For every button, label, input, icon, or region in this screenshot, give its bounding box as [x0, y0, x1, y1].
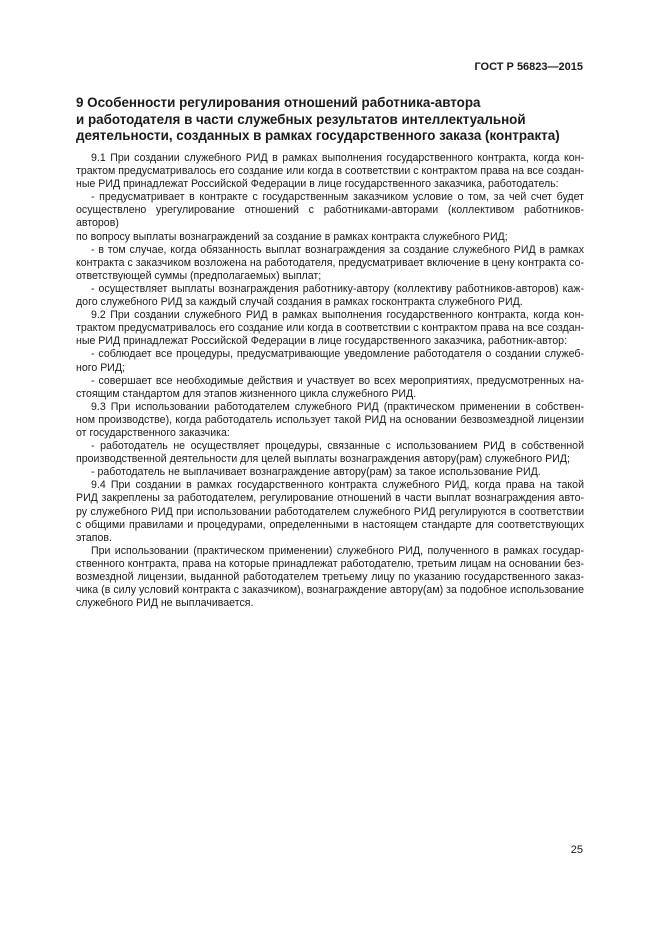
text-line: от государственного заказчика: — [76, 426, 230, 439]
text-line: трактом предусматривалось его создание или когда в соответствии с контрактом права на все создан- — [76, 165, 584, 178]
text-line: с общими правилами и процедурами, определенными в настоящем стандарте для соответствующих — [76, 518, 584, 531]
section-title-line: деятельности, созданных в рамках государственного заказа (контракта) — [76, 128, 560, 143]
text-line: - работодатель не осуществляет процедуры, связанные с использованием РИД в собственной — [91, 440, 584, 453]
text-line: производственной деятельности для целей выплаты вознаграждения автору(рам) служебного РИД; — [76, 453, 570, 466]
text-line: по вопросу выплаты вознаграждений за создание в рамках контракта служебного РИД; — [76, 230, 508, 243]
text-line: стоящим стандартом для этапов жизненного цикла служебного РИД. — [76, 387, 417, 400]
text-line: - совершает все необходимые действия и участвует во всех мероприятиях, предусмотренных на- — [91, 374, 584, 387]
text-line: трактом предусматривалось его создание или когда в соответствии с контрактом права на все создан- — [76, 322, 584, 335]
section-title — [76, 95, 596, 145]
text-line: дого служебного РИД за каждый случай создания в рамках госконтракта служебного РИД. — [76, 296, 523, 309]
text-line: При использовании (практическом применении) служебного РИД, полученного в рамках государ- — [91, 544, 584, 557]
text-line: - соблюдает все процедуры, предусматривающие уведомление работодателя о создании служеб- — [91, 348, 584, 361]
text-line: ные РИД принадлежат Российской Федерации в лице государственного заказчика, работник-автор: — [76, 335, 568, 348]
text-line: 9.2 При создании служебного РИД в рамках выполнения государственного контракта, когда кон- — [91, 309, 584, 322]
text-line: ные РИД принадлежат Российской Федерации в лице государственного заказчика, работодатель: — [76, 178, 559, 191]
section-title-line: и работодателя в части служебных результатов интеллектуальной — [76, 111, 526, 127]
text-line: - осуществляет выплаты вознаграждения работнику-автору (коллективу работников-авторов) каж- — [91, 282, 584, 295]
text-line: - работодатель не выплачивает вознаграждение автору(рам) за такое использование РИД. — [91, 466, 541, 479]
document-standard-code: ГОСТ Р 56823—2015 — [474, 61, 583, 73]
section-body — [76, 152, 584, 610]
text-line: контракта с заказчиком возложена на работодателя, предусматривает включение в цену контракта со- — [76, 256, 584, 269]
text-line: возмездной лицензии, выданной работодателем третьему лицу по указанию государственного заказ- — [76, 571, 584, 583]
text-line: 9.1 При создании служебного РИД в рамках выполнения государственного контракта, когда кон- — [91, 152, 584, 164]
page-number: 25 — [570, 844, 583, 856]
text-line: - предусматривает в контракте с государственным заказчиком условие о том, за чей счет будет — [91, 191, 584, 204]
section-title-line: 9 Особенности регулирования отношений работника-автора — [76, 95, 481, 110]
text-line: этапов. — [76, 531, 112, 544]
text-line: чика (в силу условий контракта с заказчиком), вознаграждение автору(ам) за подобное использование — [76, 584, 584, 597]
text-line: РИД закреплены за работодателем, регулирование отношений в части выплат вознаграждения авто- — [76, 492, 584, 505]
text-line: - в том случае, когда обязанность выплат вознаграждения за создание служебного РИД в рамках — [91, 243, 584, 256]
text-line: ном производстве), когда работодатель использует такой РИД на основании безвозмездной лицензии — [76, 413, 584, 426]
text-line: 9.3 При использовании работодателем служебного РИД (практическом применении в собствен- — [91, 400, 584, 413]
text-line: ственного контракта, права на которые принадлежат работодателю, третьим лицам на основании без- — [76, 557, 584, 570]
text-line: ного РИД; — [76, 361, 126, 374]
text-line: ру служебного РИД при использовании работодателем служебного РИД регулируются в соответствии — [76, 505, 584, 518]
text-line: служебного РИД не выплачивается. — [76, 597, 254, 610]
text-line: 9.4 При создании в рамках государственного контракта служебного РИД, когда права на такой — [91, 479, 584, 492]
text-line: ответствующей суммы (предполагаемых) выплат; — [76, 269, 322, 282]
text-line: осуществлено урегулирование отношений с работниками-авторами (коллективом работников-авторов) — [76, 204, 584, 230]
